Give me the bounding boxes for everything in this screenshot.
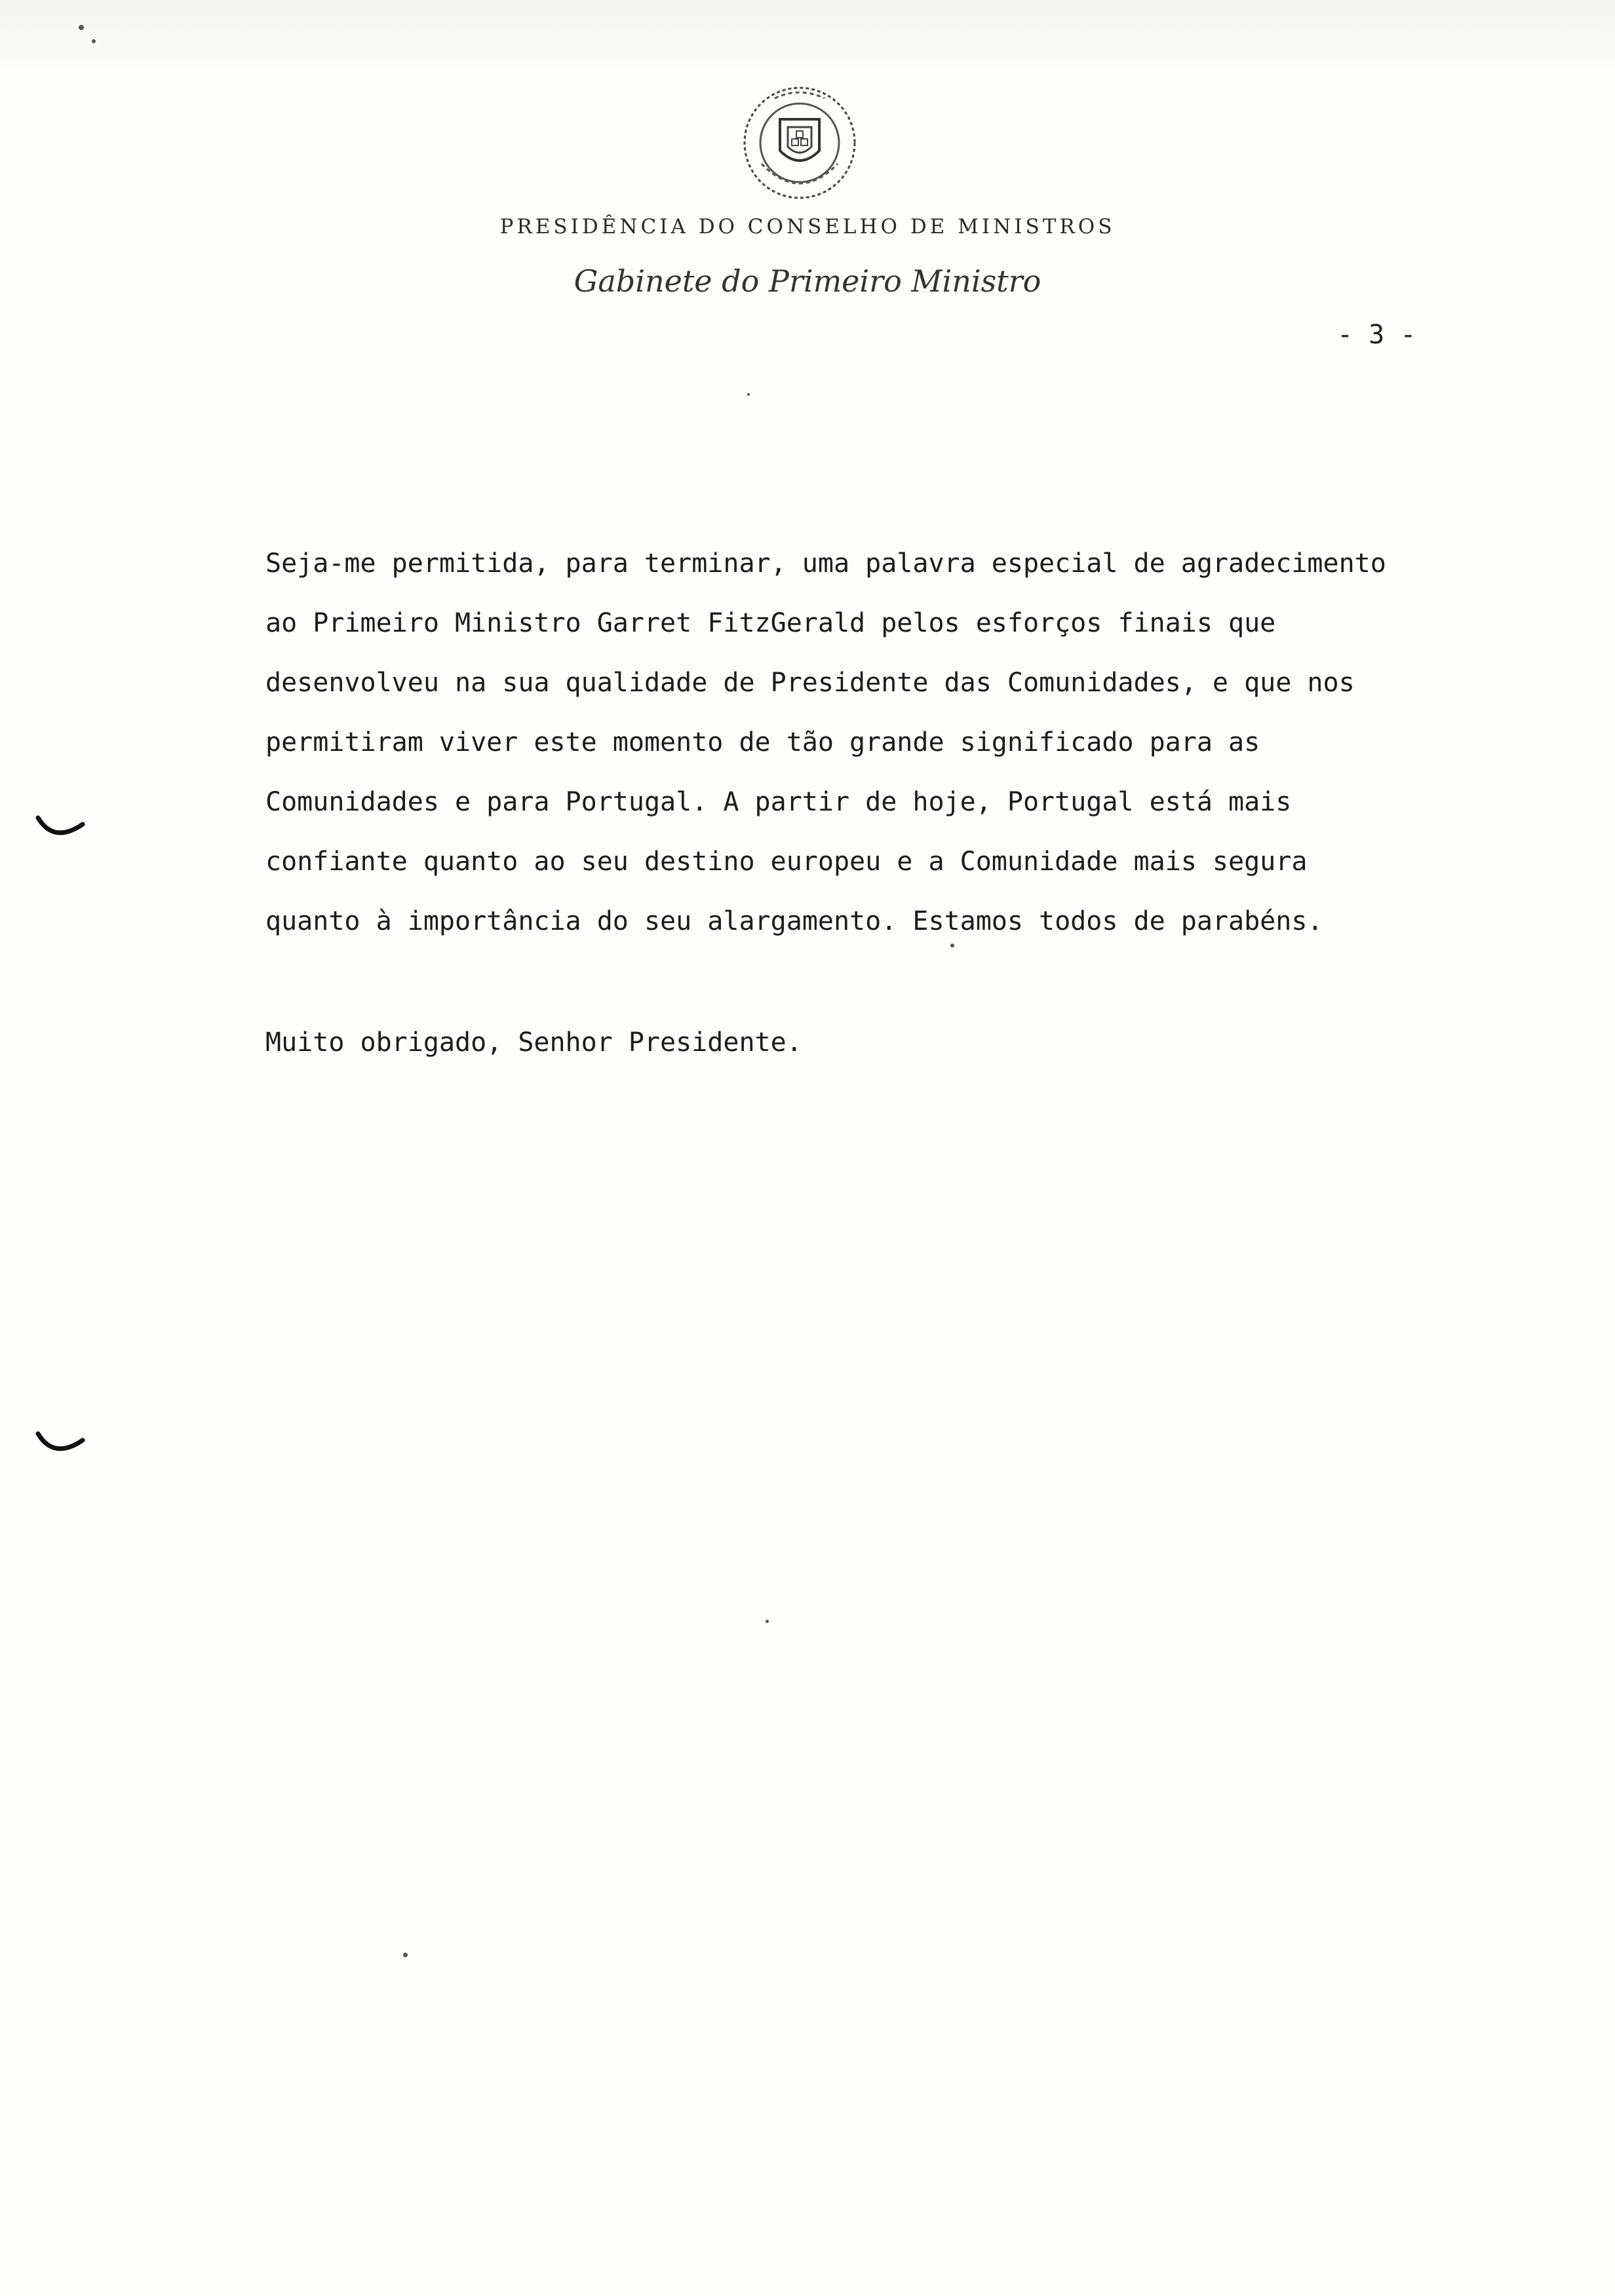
paragraph-line: Comunidades e para Portugal. A partir de hoje, Portugal está mais xyxy=(265,787,1292,817)
scan-speck xyxy=(950,944,954,947)
scan-speck xyxy=(92,39,96,43)
scan-speck xyxy=(79,25,84,30)
body-paragraph xyxy=(265,534,1485,951)
paragraph-line: Seja-me permitida, para terminar, uma palavra especial de agradecimento xyxy=(265,548,1386,579)
page-number: - 3 - xyxy=(1337,320,1416,350)
paragraph-line: ao Primeiro Ministro Garret FitzGerald pelos esforços finais que xyxy=(265,608,1276,638)
scan-speck xyxy=(403,1953,408,1957)
punch-hole-mark xyxy=(34,1428,87,1468)
paragraph-line: confiante quanto ao seu destino europeu e a Comunidade mais segura xyxy=(265,847,1308,877)
closing-line: Muito obrigado, Senhor Presidente. xyxy=(265,1027,802,1058)
scan-speck xyxy=(766,1620,769,1623)
paragraph-line: desenvolveu na sua qualidade de Presidente das Comunidades, e que nos xyxy=(265,668,1355,698)
scan-shadow xyxy=(0,0,1615,72)
letterhead-office: Gabinete do Primeiro Ministro xyxy=(574,263,1041,299)
paragraph-line: quanto à importância do seu alargamento. Estamos todos de parabéns. xyxy=(265,906,1323,936)
scan-speck xyxy=(747,393,750,396)
letterhead-institution: PRESIDÊNCIA DO CONSELHO DE MINISTROS xyxy=(499,215,1116,239)
punch-hole-mark xyxy=(34,813,87,852)
coat-of-arms-emblem xyxy=(735,79,864,207)
paragraph-line: permitiram viver este momento de tão grande significado para as xyxy=(265,727,1260,757)
